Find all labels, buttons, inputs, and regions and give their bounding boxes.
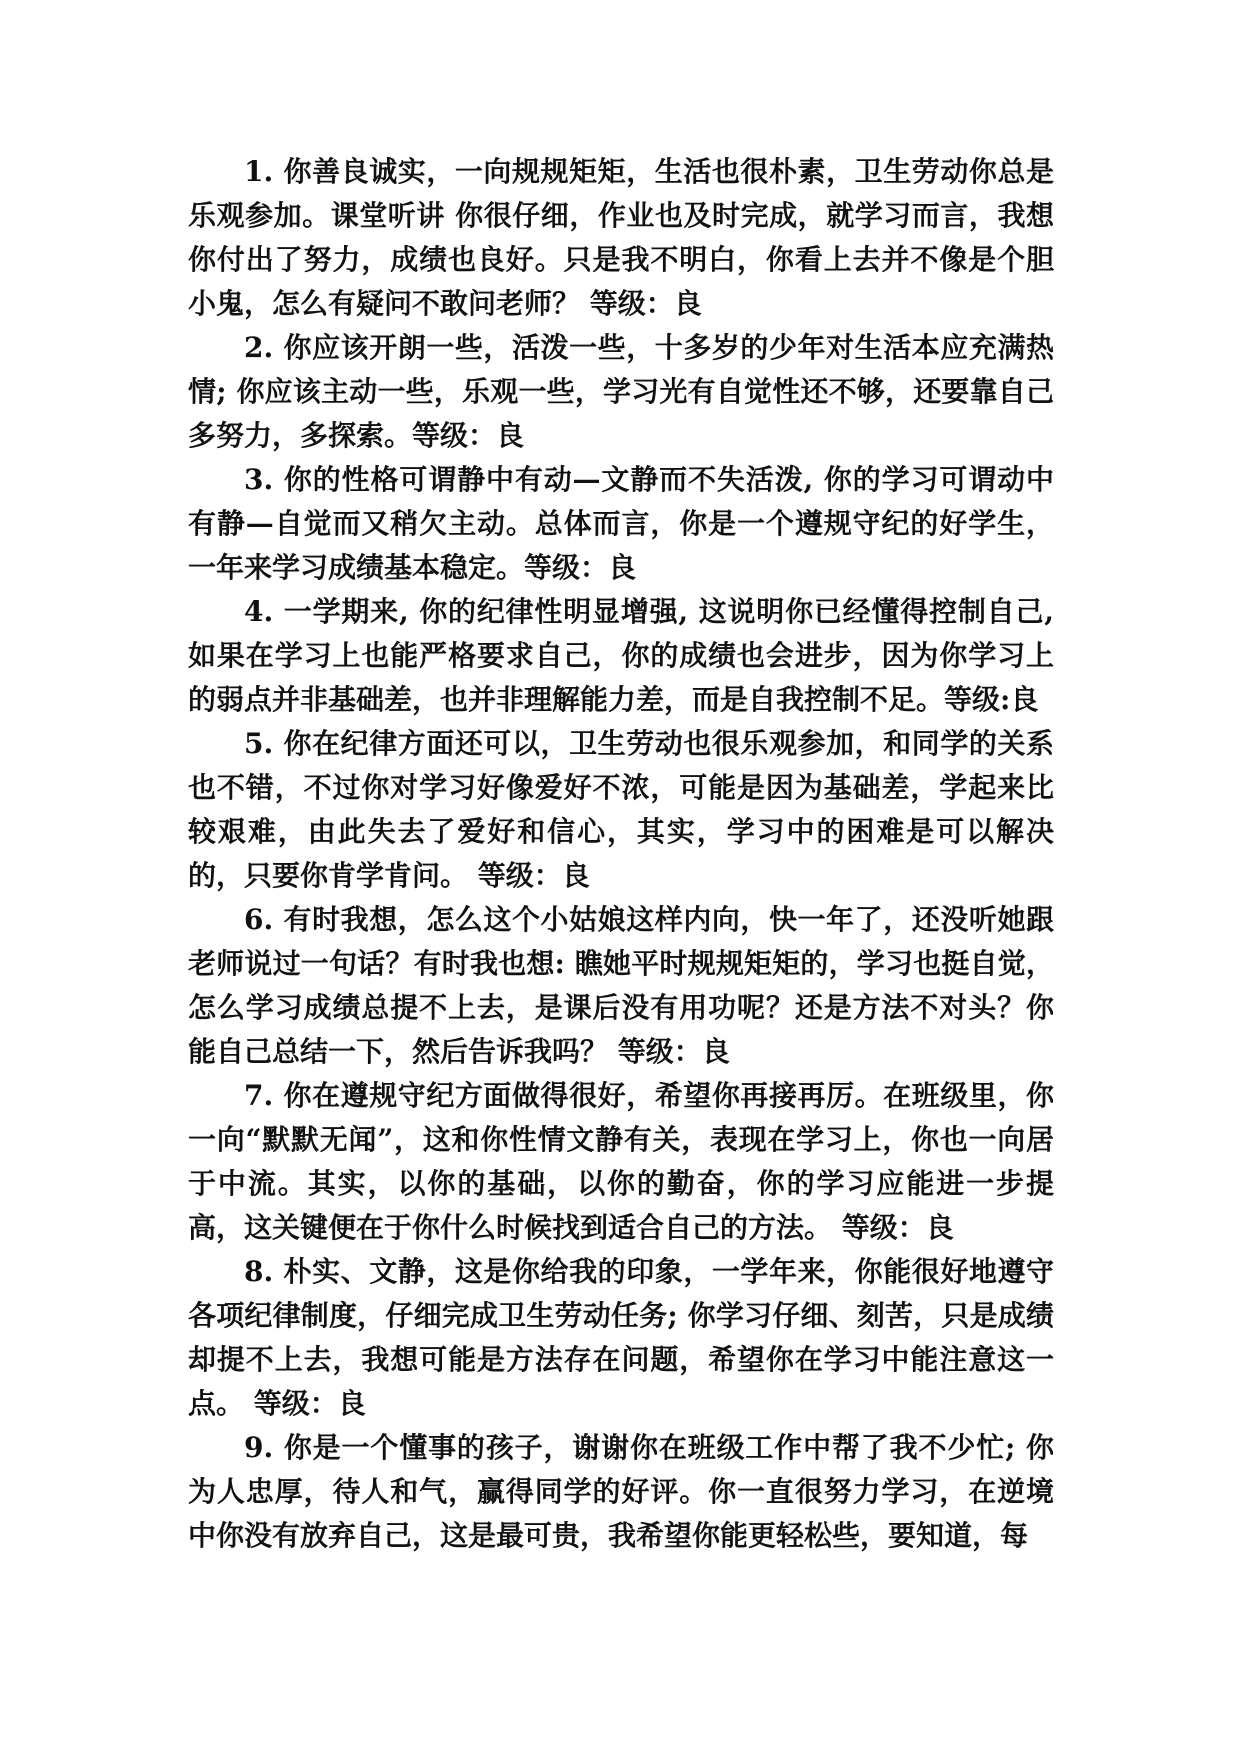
comment-paragraph-8: 8. 朴实、文静，这是你给我的印象，一学年来，你能很好地遵守各项纪律制度，仔细完成卫生劳动任务; 你学习仔细、刻苦，只是成绩却提不上去，我想可能是方法存在问题，希望你在学习中能注意这一点。 等级：良 <box>188 1255 1054 1420</box>
comment-paragraph-9: 9. 你是一个懂事的孩子，谢谢你在班级工作中帮了我不少忙; 你为人忠厚，待人和气，赢得同学的好评。你一直很努力学习，在逆境中你没有放弃自己，这是最可贵，我希望你能更轻松些，要知道，每 <box>188 1431 1054 1552</box>
comment-paragraph-5: 5. 你在纪律方面还可以，卫生劳动也很乐观参加，和同学的关系也不错，不过你对学习好像爱好不浓，可能是因为基础差，学起来比较艰难，由此失去了爱好和信心，其实，学习中的困难是可以解决的，只要你肯学肯问。 等级：良 <box>188 727 1054 892</box>
comment-paragraph-3: 3. 你的性格可谓静中有动—文静而不失活泼, 你的学习可谓动中有静—自觉而又稍欠主动。总体而言，你是一个遵规守纪的好学生，一年来学习成绩基本稳定。等级：良 <box>188 463 1054 584</box>
comment-paragraph-1: 1. 你善良诚实，一向规规矩矩，生活也很朴素，卫生劳动你总是乐观参加。课堂听讲 你很仔细，作业也及时完成，就学习而言，我想你付出了努力，成绩也良好。只是我不明白，你看上去并不像是个胆小鬼，怎么有疑问不敢问老师？ 等级：良 <box>188 155 1054 320</box>
comment-paragraph-2: 2. 你应该开朗一些，活泼一些，十多岁的少年对生活本应充满热情; 你应该主动一些，乐观一些，学习光有自觉性还不够，还要靠自己多努力，多探索。等级：良 <box>188 331 1054 452</box>
comment-paragraph-6: 6. 有时我想，怎么这个小姑娘这样内向，快一年了，还没听她跟老师说过一句话？有时我也想: 瞧她平时规规矩矩的，学习也挺自觉，怎么学习成绩总提不上去，是课后没有用功呢？还是方法不对头？你能自己总结一下，然后告诉我吗？ 等级：良 <box>188 903 1054 1068</box>
comment-paragraph-7: 7. 你在遵规守纪方面做得很好，希望你再接再厉。在班级里，你一向“默默无闻”，这和你性情文静有关，表现在学习上，你也一向居于中流。其实，以你的基础，以你的勤奋，你的学习应能进一步提高，这关键便在于你什么时候找到适合自己的方法。 等级：良 <box>188 1079 1054 1244</box>
document-page <box>188 150 1054 1558</box>
comment-paragraph-4: 4. 一学期来, 你的纪律性明显增强, 这说明你已经懂得控制自己,如果在学习上也能严格要求自己，你的成绩也会进步，因为你学习上的弱点并非基础差，也并非理解能力差，而是自我控制不足。等级:良 <box>188 595 1054 716</box>
